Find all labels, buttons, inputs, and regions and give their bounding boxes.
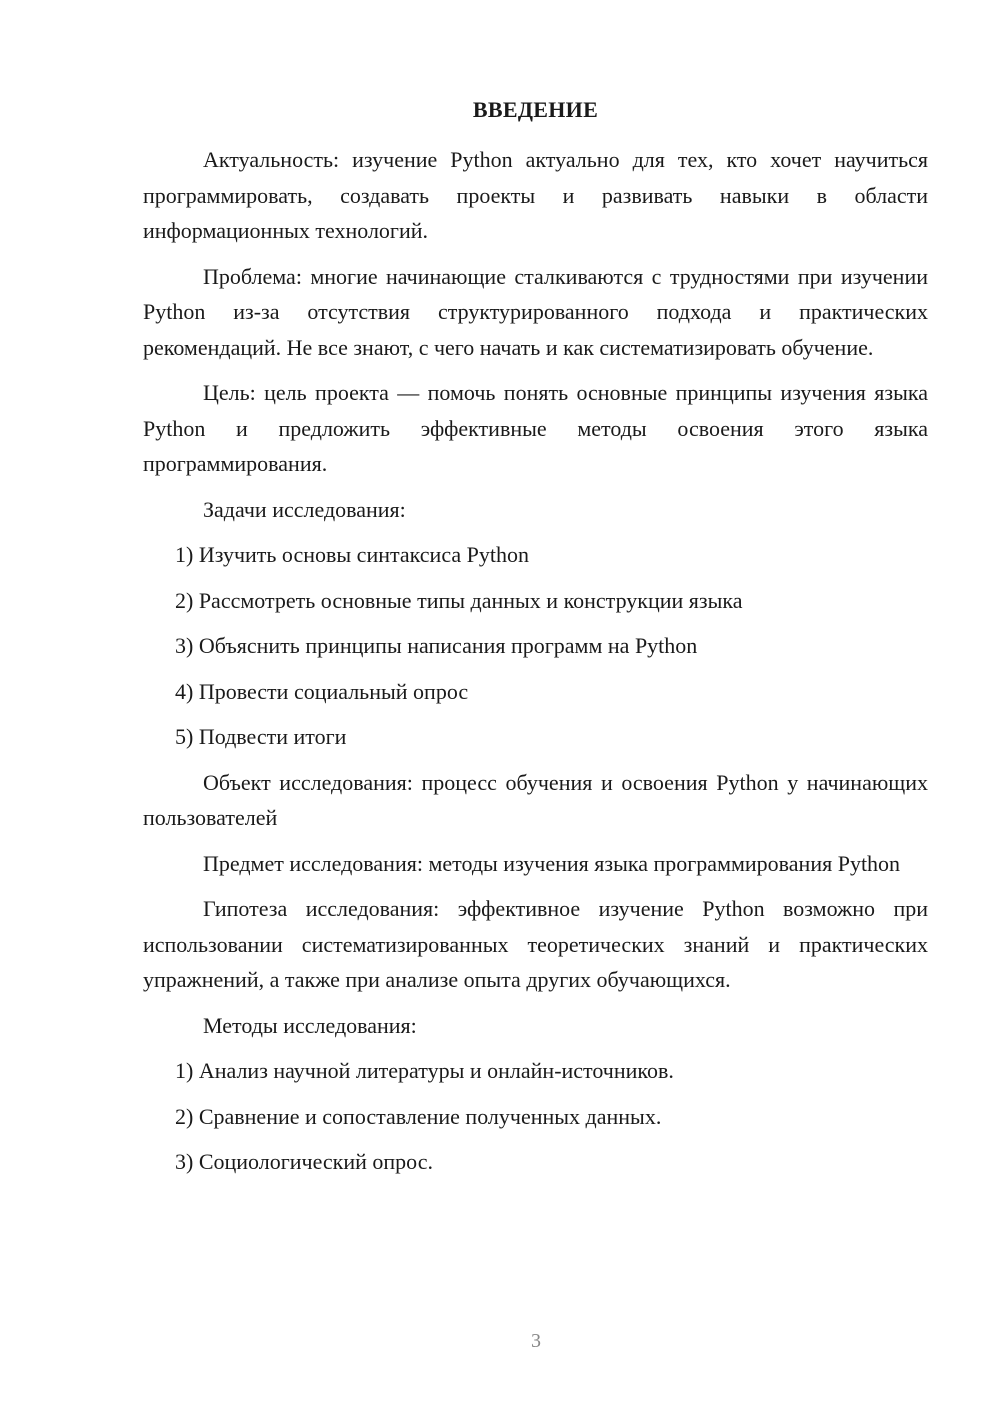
methods-list [143,1053,928,1180]
tasks-label: Задачи исследования: [203,496,406,522]
document-body [143,92,928,1180]
method-item: 1) Анализ научной литературы и онлайн-источников. [175,1058,674,1083]
task-item: 5) Подвести итоги [175,724,347,749]
section-title: ВВЕДЕНИЕ [472,97,599,122]
hypothesis-paragraph: Гипотеза исследования: эффективное изучение Python возможно при использовании систематизированных теоретических знаний и практических упражнений, а также при анализе опыта других обучающихся. [143,896,928,992]
method-item: 2) Сравнение и сопоставление полученных данных. [175,1103,662,1129]
subject-paragraph: Предмет исследования: методы изучения языка программирования Python [203,850,901,876]
relevance-paragraph: Актуальность: изучение Python актуально для тех, кто хочет научиться программировать, создавать проекты и развивать навыки в области информационных технологий. [143,147,928,243]
methods-label: Методы исследования: [203,1012,417,1038]
object-paragraph: Объект исследования: процесс обучения и освоения Python у начинающих пользователей [143,769,928,830]
task-item: 4) Провести социальный опрос [175,678,469,704]
goal-paragraph: Цель: цель проекта — помочь понять основные принципы изучения языка Python и предложить эффективные методы освоения этого языка программирования. [143,380,928,476]
tasks-list [143,537,928,755]
method-item: 3) Социологический опрос. [175,1149,433,1174]
task-item: 1) Изучить основы синтаксиса Python [175,542,529,567]
problem-paragraph: Проблема: многие начинающие сталкиваются с трудностями при изучении Python из-за отсутствия структурированного подхода и практических рекомендаций. Не все знают, с чего начать и как систематизировать обучение. [143,263,928,360]
task-item: 3) Объяснить принципы написания программ на Python [175,633,698,658]
task-item: 2) Рассмотреть основные типы данных и конструкции языка [175,587,743,613]
page-number: 3 [531,1330,541,1352]
